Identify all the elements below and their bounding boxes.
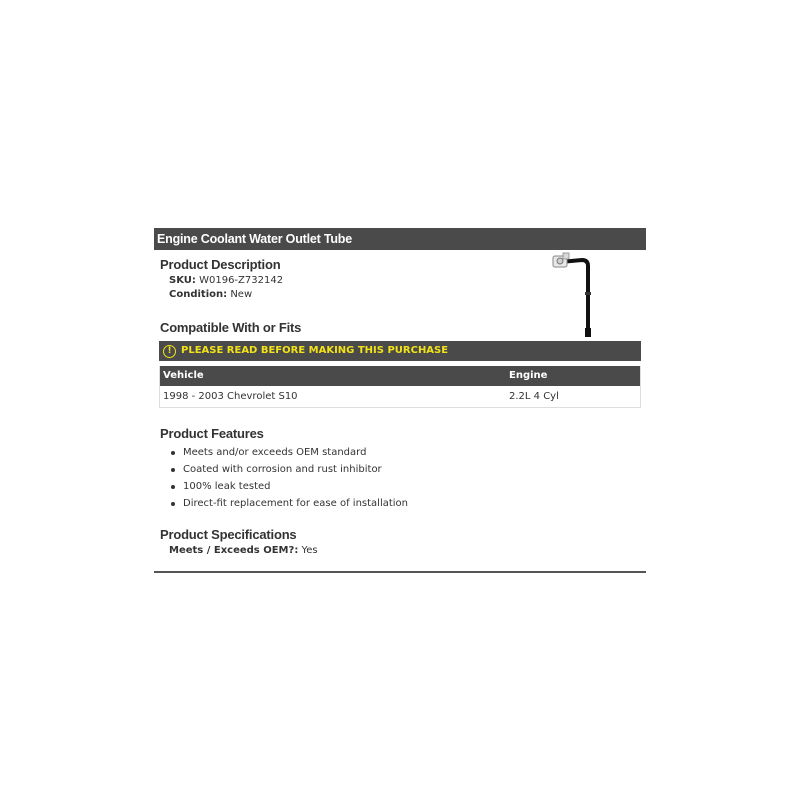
description-heading: Product Description (160, 257, 281, 272)
table-row (160, 386, 640, 407)
features-heading: Product Features (160, 426, 264, 441)
cell-vehicle: 1998 - 2003 Chevrolet S10 (163, 391, 298, 402)
product-image (550, 250, 602, 340)
compat-table (159, 366, 641, 408)
table-header (160, 366, 640, 386)
notice-text: PLEASE READ BEFORE MAKING THIS PURCHASE (181, 345, 449, 356)
list-item: Direct-fit replacement for ease of installation (168, 495, 408, 512)
sku-value: W0196-Z732142 (199, 275, 284, 286)
condition-row (169, 289, 252, 300)
condition-label: Condition: (169, 289, 228, 300)
col-engine: Engine (509, 370, 548, 381)
oem-row (169, 545, 318, 556)
cell-engine: 2.2L 4 Cyl (509, 391, 559, 402)
col-vehicle: Vehicle (163, 370, 204, 381)
list-item: Coated with corrosion and rust inhibitor (168, 461, 408, 478)
features-list (168, 444, 408, 512)
condition-value: New (230, 289, 253, 300)
oem-value: Yes (301, 545, 318, 556)
list-item: Meets and/or exceeds OEM standard (168, 444, 408, 461)
product-title: Engine Coolant Water Outlet Tube (154, 228, 646, 250)
purchase-notice (159, 341, 641, 361)
specs-heading: Product Specifications (160, 527, 297, 542)
compat-heading: Compatible With or Fits (160, 320, 302, 335)
sku-row (169, 275, 283, 286)
product-card (154, 228, 646, 573)
oem-label: Meets / Exceeds OEM?: (169, 545, 299, 556)
list-item: 100% leak tested (168, 478, 408, 495)
sku-label: SKU: (169, 275, 196, 286)
exclamation-circle-icon: ! (163, 345, 176, 358)
